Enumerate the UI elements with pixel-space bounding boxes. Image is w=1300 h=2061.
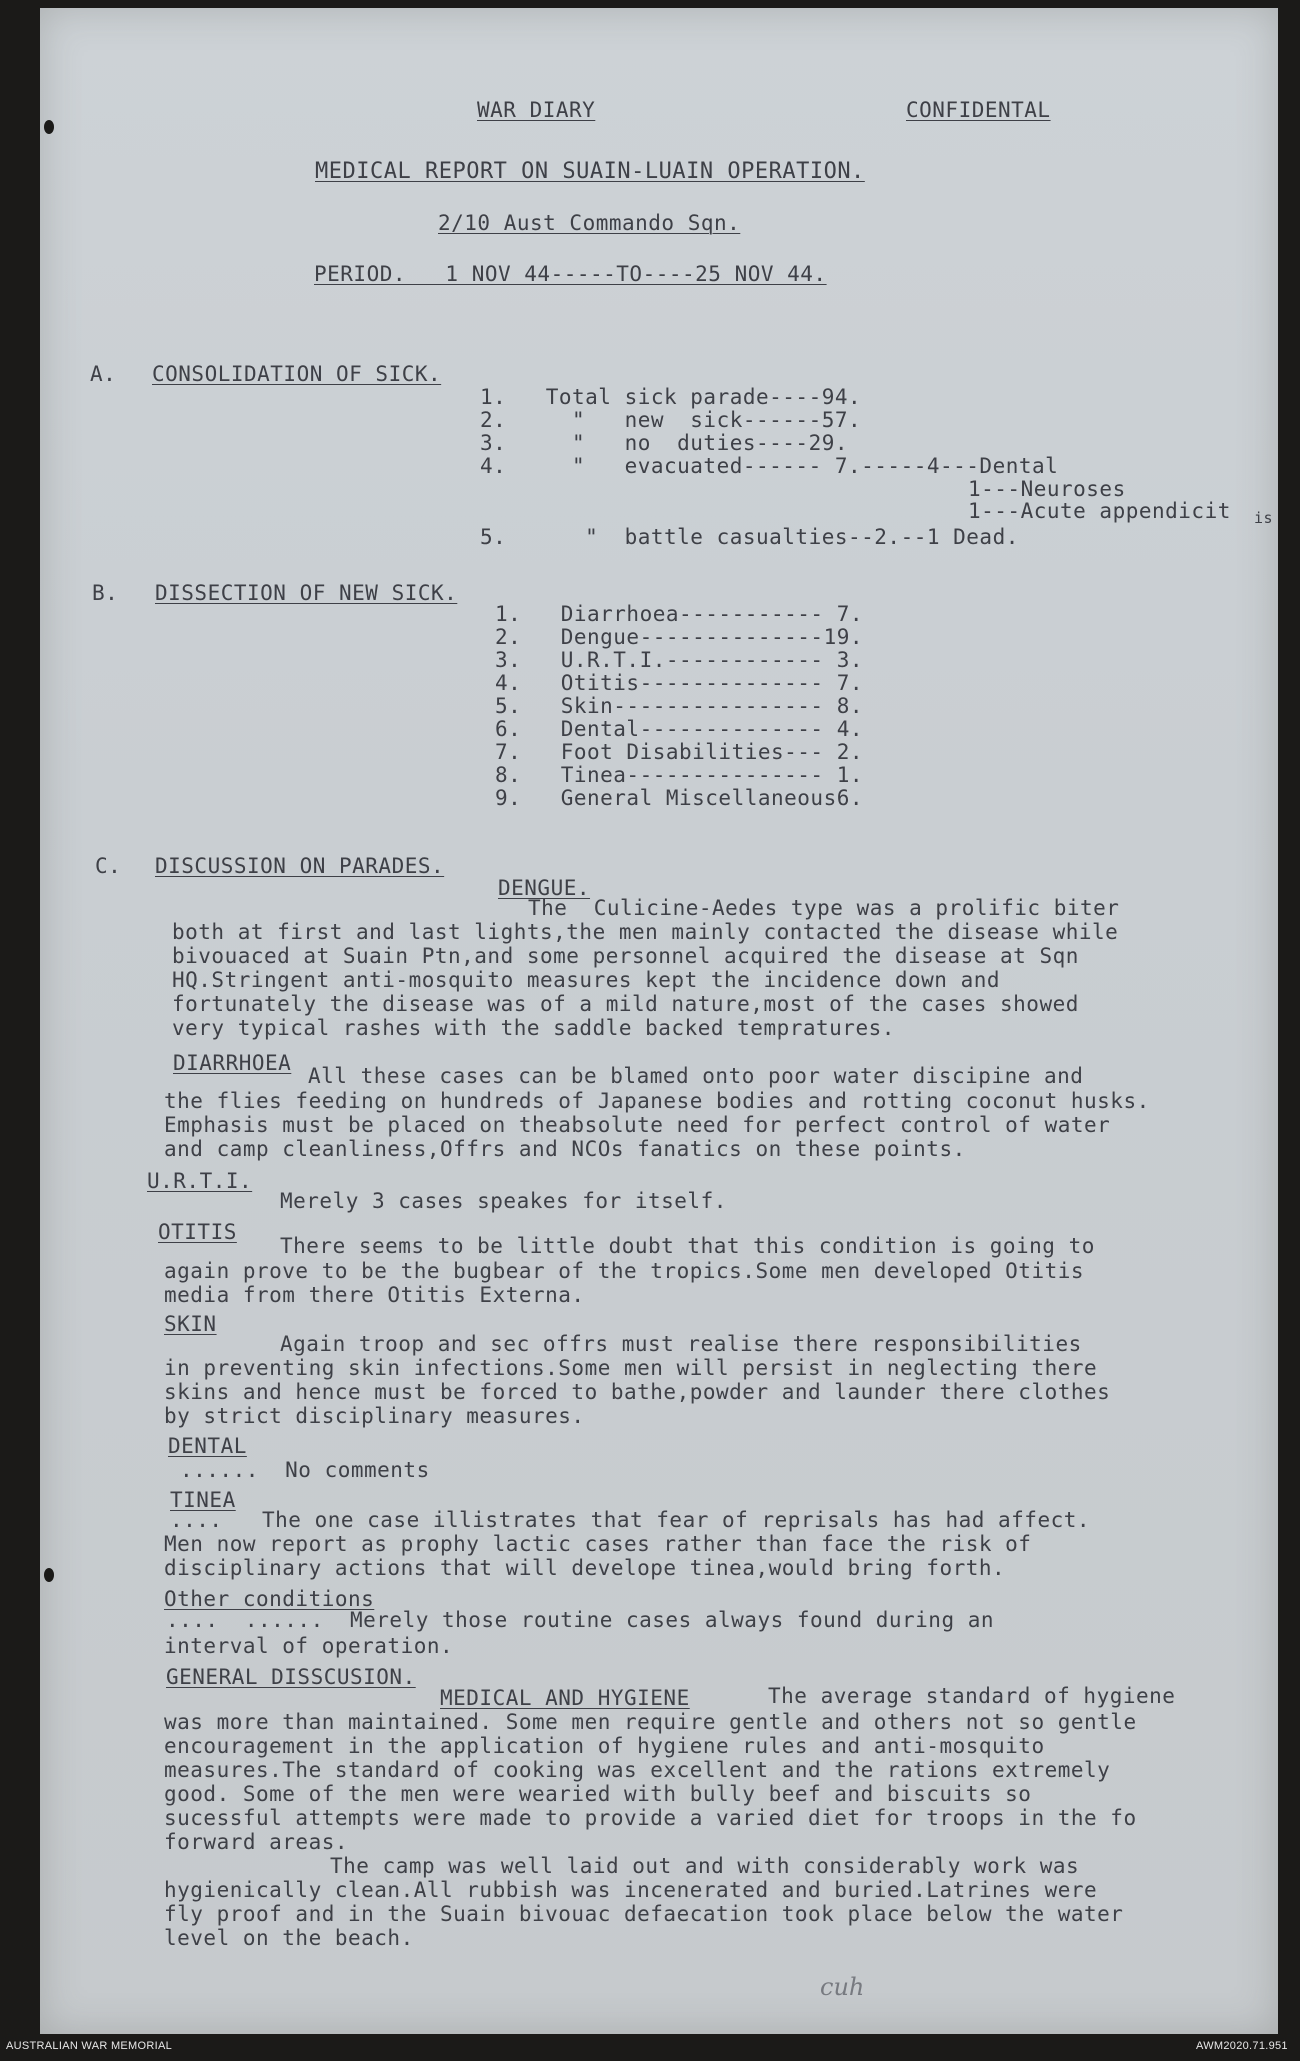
- war-diary-label: WAR DIARY: [477, 98, 596, 122]
- section-a-heading: CONSOLIDATION OF SICK.: [152, 362, 442, 386]
- skin-line: in preventing skin infections.Some men will persist in neglecting there: [164, 1356, 1098, 1380]
- otitis-line: media from there Otitis Externa.: [164, 1283, 585, 1307]
- tinea-line: .... The one case illistrates that fear of reprisals has had affect.: [170, 1508, 1091, 1532]
- otitis-heading: OTITIS: [158, 1220, 237, 1244]
- footer-archive-name: AUSTRALIAN WAR MEMORIAL: [6, 2040, 173, 2052]
- period-line: PERIOD. 1 NOV 44-----TO----25 NOV 44.: [314, 262, 827, 286]
- section-b-line: 1. Diarrhoea----------- 7.: [495, 602, 864, 626]
- dengue-line: both at first and last lights,the men mainly contacted the disease while: [172, 920, 1119, 944]
- section-a-line: 3. " no duties----29.: [480, 431, 849, 455]
- section-c-label: C.: [95, 854, 122, 878]
- dengue-line: very typical rashes with the saddle backed tempratures.: [172, 1016, 895, 1040]
- diarrhoea-line: Emphasis must be placed on theabsolute need for perfect control of water: [164, 1113, 1111, 1137]
- other-conditions-line: interval of operation.: [164, 1634, 454, 1658]
- dental-line: ...... No comments: [180, 1458, 430, 1482]
- diarrhoea-line: the flies feeding on hundreds of Japanese bodies and rotting coconut husks.: [164, 1089, 1150, 1113]
- section-a-line: 1---Neuroses: [968, 477, 1126, 501]
- dengue-line: HQ.Stringent anti-mosquito measures kept the incidence down and: [172, 968, 1001, 992]
- diarrhoea-line: and camp cleanliness,Offrs and NCOs fanatics on these points.: [164, 1137, 966, 1161]
- other-conditions-heading: Other conditions: [164, 1587, 375, 1611]
- general-discussion-heading: GENERAL DISSCUSION.: [166, 1665, 416, 1689]
- skin-heading: SKIN: [164, 1312, 217, 1336]
- section-b-line: 6. Dental-------------- 4.: [495, 717, 864, 741]
- diarrhoea-heading: DIARRHOEA: [173, 1051, 292, 1075]
- dengue-line: bivouaced at Suain Ptn,and some personnel acquired the disease at Sqn: [172, 944, 1079, 968]
- general-line: forward areas.: [164, 1830, 349, 1854]
- general-line: fly proof and in the Suain bivouac defaecation took place below the water: [164, 1902, 1124, 1926]
- section-b-line: 5. Skin---------------- 8.: [495, 694, 864, 718]
- otitis-line: There seems to be little doubt that this condition is going to: [280, 1234, 1095, 1258]
- section-a-line: 2. " new sick------57.: [480, 408, 862, 432]
- medical-hygiene-heading: MEDICAL AND HYGIENE: [440, 1686, 690, 1710]
- urti-line: Merely 3 cases speakes for itself.: [280, 1189, 727, 1213]
- skin-line: by strict disciplinary measures.: [164, 1404, 585, 1428]
- section-b-line: 4. Otitis-------------- 7.: [495, 671, 864, 695]
- section-b-line: 3. U.R.T.I.------------ 3.: [495, 648, 864, 672]
- section-a-line: 4. " evacuated------ 7.-----4---Dental: [480, 454, 1059, 478]
- confidential-label: CONFIDENTAL: [906, 98, 1051, 122]
- report-title: MEDICAL REPORT ON SUAIN-LUAIN OPERATION.: [315, 159, 865, 184]
- section-a-label: A.: [90, 362, 117, 386]
- general-line: The average standard of hygiene: [768, 1684, 1176, 1708]
- section-c-heading: DISCUSSION ON PARADES.: [155, 854, 445, 878]
- footer-reference-number: AWM2020.71.951: [1196, 2040, 1288, 2052]
- section-b-line: 8. Tinea--------------- 1.: [495, 763, 864, 787]
- section-a-line: 1. Total sick parade----94.: [480, 385, 862, 409]
- skin-line: Again troop and sec offrs must realise there responsibilities: [280, 1332, 1082, 1356]
- general-line: encouragement in the application of hygiene rules and anti-mosquito: [164, 1734, 1045, 1758]
- dental-heading: DENTAL: [168, 1434, 247, 1458]
- tinea-heading: TINEA: [170, 1488, 236, 1512]
- section-a-line: 5. " battle casualties--2.--1 Dead.: [480, 525, 1019, 549]
- unit-name: 2/10 Aust Commando Sqn.: [438, 211, 741, 235]
- urti-heading: U.R.T.I.: [147, 1169, 253, 1193]
- tinea-line: disciplinary actions that will develope tinea,would bring forth.: [164, 1556, 1006, 1580]
- dengue-heading: DENGUE.: [498, 876, 591, 900]
- dengue-line: fortunately the disease was of a mild nature,most of the cases showed: [172, 992, 1079, 1016]
- section-b-line: 7. Foot Disabilities--- 2.: [495, 740, 864, 764]
- section-b-line: 9. General Miscellaneous6.: [495, 786, 864, 810]
- skin-line: skins and hence must be forced to bathe,powder and launder there clothes: [164, 1380, 1111, 1404]
- dengue-line: The Culicine-Aedes type was a prolific biter: [528, 896, 1120, 920]
- section-b-line: 2. Dengue--------------19.: [495, 625, 864, 649]
- general-line: sucessful attempts were made to provide a varied diet for troops in the fo: [164, 1806, 1137, 1830]
- section-a-line: 1---Acute appendicit: [968, 499, 1231, 523]
- otitis-line: again prove to be the bugbear of the tropics.Some men developed Otitis: [164, 1259, 1085, 1283]
- general-line: good. Some of the men were wearied with bully beef and biscuits so: [164, 1782, 1032, 1806]
- punch-hole: [44, 120, 54, 134]
- other-conditions-line: .... ...... Merely those routine cases always found during an: [166, 1608, 995, 1632]
- punch-hole: [44, 1568, 54, 1582]
- cut-off-fragment: is: [1254, 509, 1274, 527]
- general-line: measures.The standard of cooking was excellent and the rations extremely: [164, 1758, 1111, 1782]
- diarrhoea-line: All these cases can be blamed onto poor water discipine and: [308, 1064, 1084, 1088]
- pencil-initials: cuh: [820, 1973, 865, 2001]
- tinea-line: Men now report as prophy lactic cases rather than face the risk of: [164, 1532, 1032, 1556]
- general-line: hygienically clean.All rubbish was incenerated and buried.Latrines were: [164, 1878, 1098, 1902]
- general-line: was more than maintained. Some men require gentle and others not so gentle: [164, 1710, 1137, 1734]
- general-line: level on the beach.: [164, 1926, 414, 1950]
- section-b-heading: DISSECTION OF NEW SICK.: [155, 581, 458, 605]
- section-b-label: B.: [92, 581, 119, 605]
- general-line: The camp was well laid out and with considerably work was: [330, 1854, 1080, 1878]
- document-page: [40, 8, 1278, 2034]
